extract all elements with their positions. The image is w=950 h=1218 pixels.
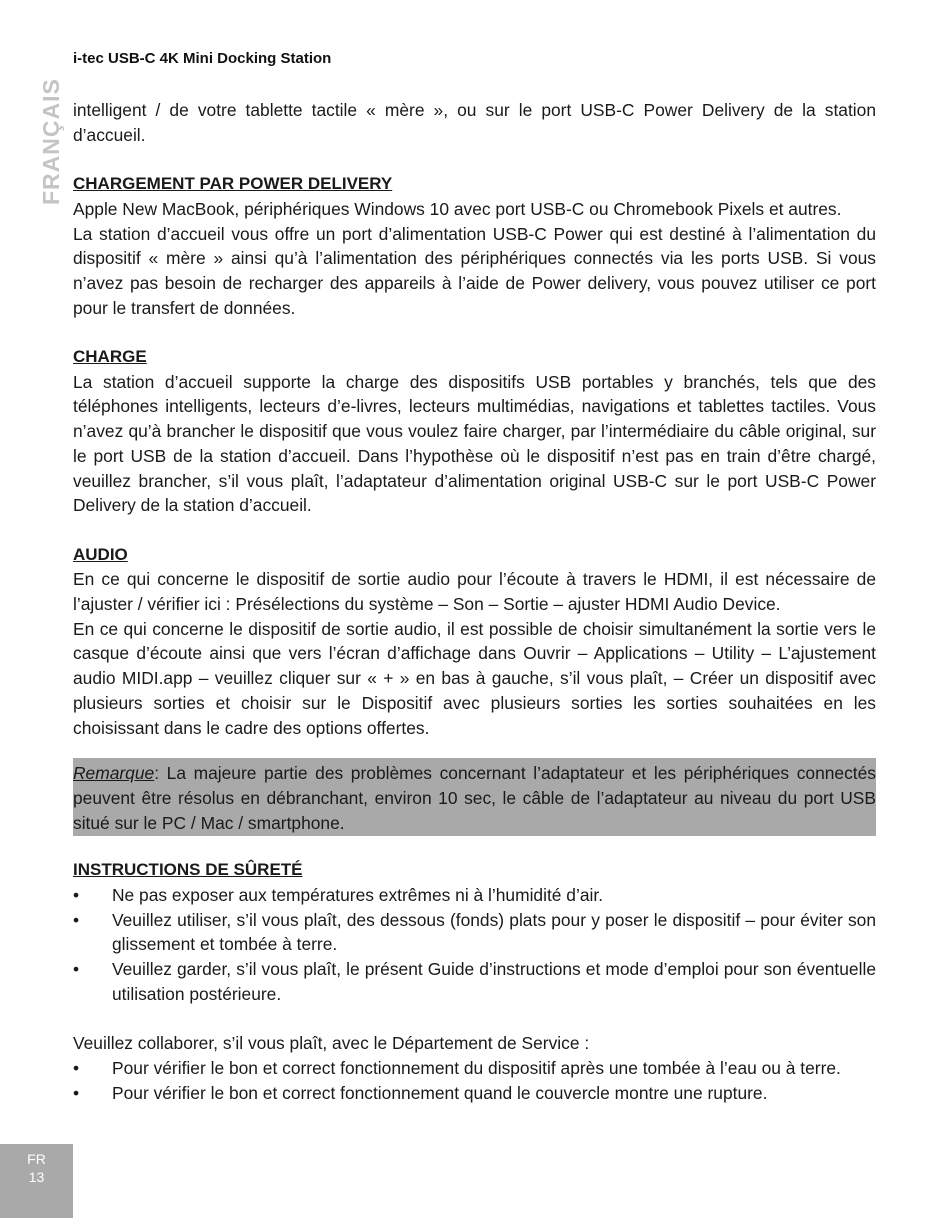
paragraph: Apple New MacBook, périphériques Windows 10 avec port USB-C ou Chromebook Pixels et autres.	[73, 198, 842, 219]
page-number: 13	[28, 1169, 45, 1185]
safety-list	[73, 883, 876, 1007]
section-heading-power-delivery: CHARGEMENT PAR POWER DELIVERY	[73, 174, 393, 194]
service-intro: Veuillez collaborer, s’il vous plaît, avec le Département de Service :	[73, 1033, 590, 1054]
paragraph: En ce qui concerne le dispositif de sortie audio pour l’écoute à travers le HDMI, il est nécessaire de l’ajuster / vérifier ici : Présélections du système – Son – Sortie – ajuster HDMI Audio Device.	[73, 569, 876, 615]
paragraph: En ce qui concerne le dispositif de sortie audio, il est possible de choisir simultanément la sortie vers le casque d’écoute ainsi que vers l’écran d’affichage dans Ouvrir – Applications – Utility – L’ajustement audio MIDI.app – veuillez cliquer sur « + » en bas à gauche, s’il vous plaît, – Créer un dispositif avec plusieurs sorties et choisir sur le Dispositif avec plusieurs sorties les sorties souhaitées en les choisissant dans le cadre des options offertes.	[73, 618, 876, 738]
list-item: • Pour vérifier le bon et correct fonctionnement quand le couvercle montre une rupture.	[73, 1081, 876, 1106]
document-title: i-tec USB-C 4K Mini Docking Station	[73, 50, 332, 67]
language-tab: FRANÇAIS	[38, 78, 64, 205]
list-item: • Ne pas exposer aux températures extrêmes ni à l’humidité d’air.	[73, 883, 876, 908]
intro-paragraph: intelligent / de votre tablette tactile « mère », ou sur le port USB-C Power Delivery de la station d’accueil.	[73, 100, 876, 145]
paragraph: La station d’accueil supporte la charge des dispositifs USB portables y branchés, tels que des téléphones intelligents, lecteurs d’e-livres, lecteurs multimédias, navigations et tablettes tactiles. Vous n’avez qu’à brancher le dispositif que vous voulez faire charger, par l’intermédiaire du câble original, sur le port USB de la station d’accueil. Dans l’hypothèse où le dispositif n’est pas en train d’être chargé, veuillez brancher, s’il vous plaît, l’adaptateur d’alimentation original USB-C sur le port USB-C Power Delivery de la station d’accueil.	[73, 371, 876, 516]
remark-text: : La majeure partie des problèmes concernant l’adaptateur et les périphériques connectés peuvent être résolus en débranchant, environ 10 sec, le câble de l’adaptateur au niveau du port USB situé sur le PC / Mac / smartphone.	[73, 763, 876, 833]
section-heading-safety: INSTRUCTIONS DE SÛRETÉ	[73, 860, 303, 880]
language-code: FR	[27, 1151, 46, 1167]
list-item: • Veuillez utiliser, s’il vous plaît, des dessous (fonds) plats pour y poser le dispositif – pour éviter son glissement et tombée à terre.	[73, 908, 876, 957]
page-content	[73, 98, 876, 1105]
page-number-badge	[0, 1144, 73, 1218]
remark-label: Remarque	[73, 763, 155, 784]
section-heading-audio: AUDIO	[73, 544, 128, 564]
list-item: • Veuillez garder, s’il vous plaît, le présent Guide d’instructions et mode d’emploi pour son éventuelle utilisation postérieure.	[73, 957, 876, 1006]
list-item: • Pour vérifier le bon et correct fonctionnement du dispositif après une tombée à l’eau ou à terre.	[73, 1056, 876, 1081]
paragraph: La station d’accueil vous offre un port d’alimentation USB-C Power qui est destiné à l’alimentation du dispositif « mère » ainsi qu’à l’alimentation des périphériques connectés via les ports USB. Si vous n’avez pas besoin de recharger des appareils à l’aide de Power delivery, vous pouvez utiliser ce port pour le transfert de données.	[73, 223, 876, 318]
remark-box	[73, 758, 876, 836]
section-heading-charge: CHARGE	[73, 347, 147, 366]
service-list	[73, 1056, 876, 1105]
